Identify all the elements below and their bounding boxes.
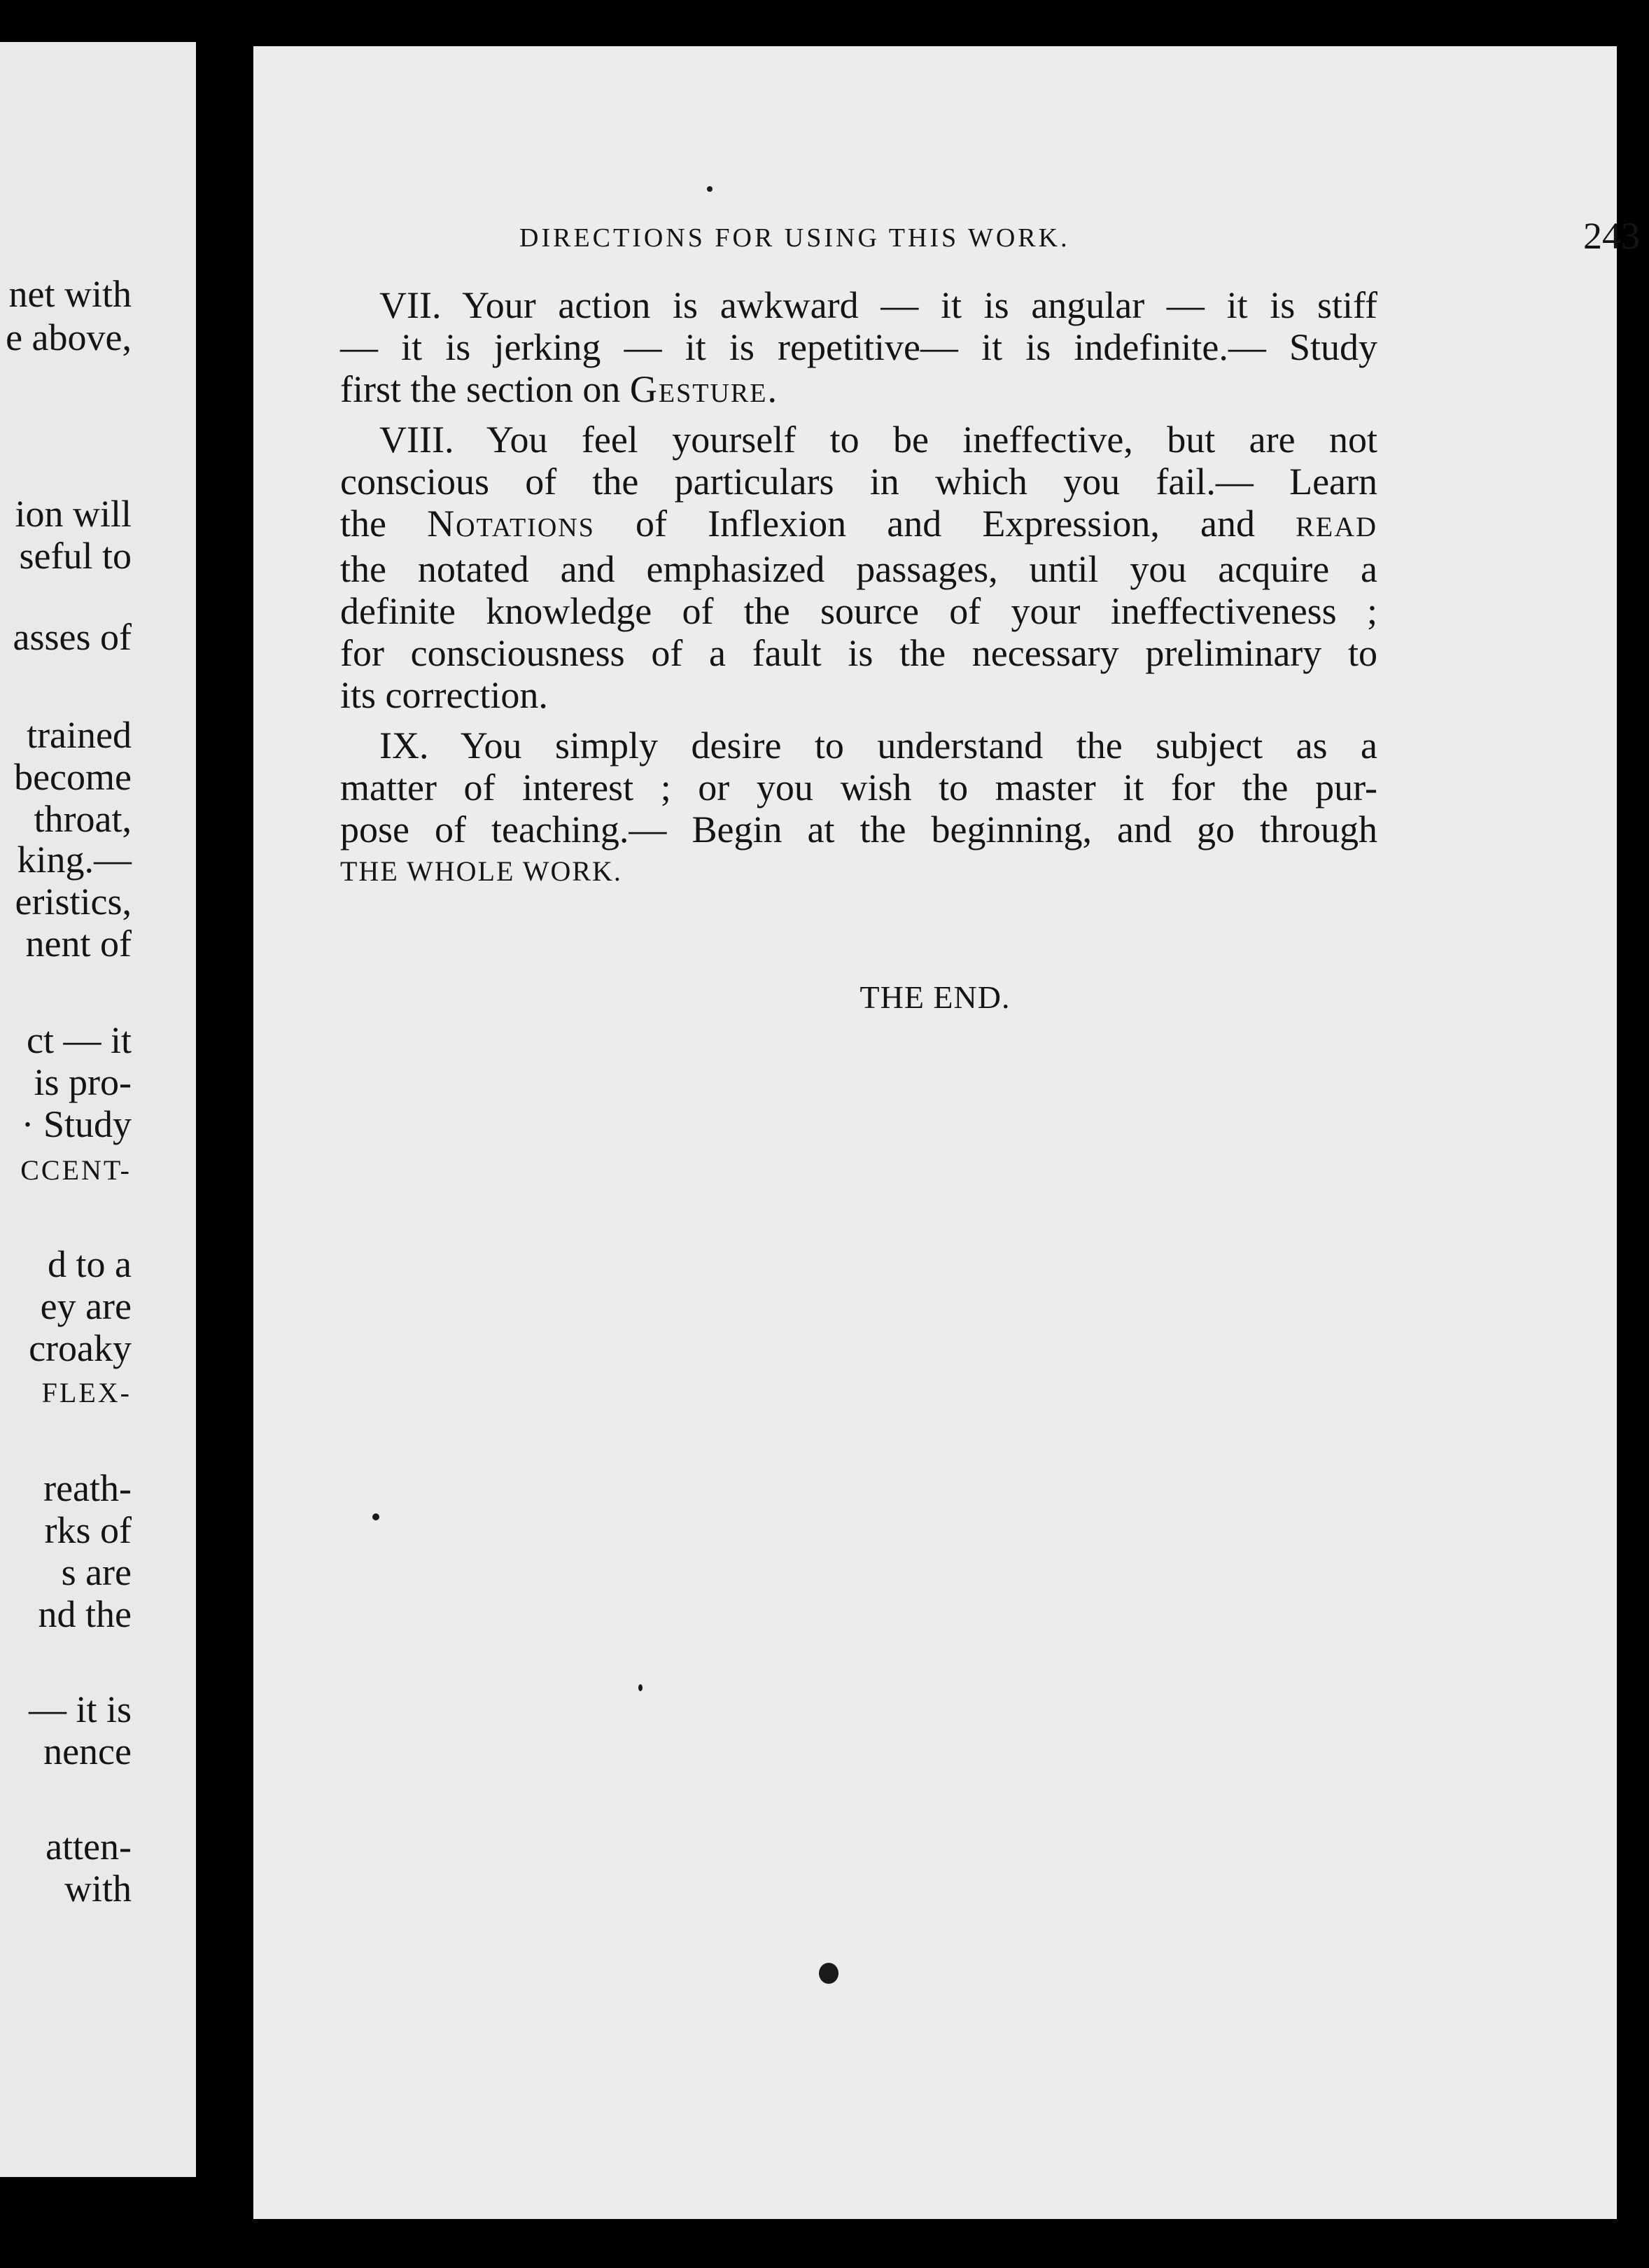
left-page-line: ct — it: [27, 1019, 132, 1061]
text-line: pose of teaching.— Begin at the beginning, and go through: [340, 808, 1377, 850]
text-line: — it is jerking — it is repetitive— it is indefinite.— Study: [340, 326, 1377, 368]
left-page-line: ion will: [15, 493, 132, 535]
running-head: [519, 214, 1639, 263]
text-line: conscious of the particulars in which you fail.— Learn: [340, 461, 1377, 503]
left-page-line: asses of: [13, 616, 132, 658]
left-page-line: trained: [27, 714, 132, 756]
book-page: [253, 46, 1640, 2219]
text-line: its correction.: [340, 674, 548, 716]
left-page-line: nd the: [38, 1593, 132, 1635]
left-page-line: s are: [61, 1551, 132, 1593]
text-line: matter of interest ; or you wish to master it for the pur-: [340, 766, 1377, 808]
text-line: VIII. You feel yourself to be ineffective, but are not: [379, 419, 1377, 461]
left-page-line: net with: [8, 273, 132, 315]
text-line: VII. Your action is awkward — it is angular — it is stiff: [379, 284, 1377, 326]
text-line: first the section on Gesture.: [340, 368, 777, 410]
scan-speck: [819, 1963, 838, 1984]
scan-speck: [707, 186, 713, 192]
left-page-line: atten-: [45, 1826, 132, 1868]
small-caps-term: Gesture: [629, 368, 768, 410]
left-page-line: with: [64, 1868, 132, 1910]
small-caps-line: THE WHOLE WORK.: [340, 855, 622, 887]
running-head-title: DIRECTIONS FOR USING THIS WORK.: [519, 223, 1070, 253]
left-page-line: croaky: [29, 1327, 132, 1369]
page-number: 243: [1583, 215, 1640, 257]
text-line: definite knowledge of the source of your ineffectiveness ;: [340, 590, 1377, 632]
left-page-line: FLEX-: [41, 1377, 132, 1408]
left-page-line: king.—: [17, 839, 132, 881]
left-page-line: nent of: [25, 923, 132, 965]
left-page-line: — it is: [28, 1688, 132, 1730]
left-page-line: eristics,: [15, 881, 132, 923]
left-page-line: rks of: [44, 1509, 132, 1551]
left-page-line: CCENT-: [20, 1154, 132, 1186]
left-page-line: is pro-: [34, 1061, 132, 1103]
scan-speck: [638, 1684, 643, 1691]
paragraph-viii: [340, 419, 1377, 716]
left-page-line: nence: [43, 1730, 132, 1772]
paragraph-ix: [340, 724, 1377, 892]
left-page-line: seful to: [19, 535, 132, 577]
text-line: for consciousness of a fault is the necessary preliminary to: [340, 632, 1377, 674]
left-page-line: ey are: [40, 1285, 132, 1327]
left-page-line: reath-: [43, 1467, 132, 1509]
scan-speck: [372, 1513, 379, 1520]
the-end: THE END.: [859, 979, 1011, 1015]
small-caps-term: Notations: [427, 503, 595, 545]
left-page-line: d to a: [48, 1243, 132, 1285]
text-line: IX. You simply desire to understand the subject as a: [379, 724, 1377, 766]
left-page-line: e above,: [6, 316, 132, 358]
left-page-line: become: [14, 756, 132, 798]
text-line: the Notations of Inflexion and Expression, and READ: [340, 503, 1377, 545]
left-facing-page: [0, 42, 196, 2177]
small-caps-term: READ: [1296, 511, 1377, 542]
text-line: the notated and emphasized passages, until you acquire a: [340, 548, 1377, 590]
paragraph-vii: [340, 284, 1377, 410]
body-text: [340, 284, 1377, 901]
left-page-line: throat,: [34, 798, 132, 840]
left-page-line: · Study: [21, 1103, 132, 1145]
